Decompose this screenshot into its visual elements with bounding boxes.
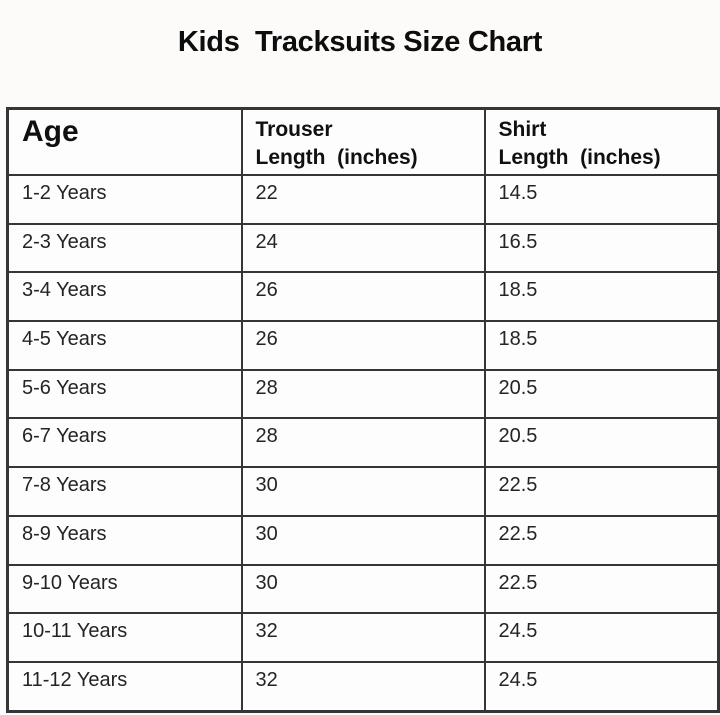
age-header-label: Age [22, 115, 79, 148]
cell-shirt-length: 24.5 [485, 613, 719, 662]
cell-trouser-length: 22 [242, 175, 485, 224]
cell-age: 8-9 Years [8, 516, 242, 565]
cell-trouser-length: 26 [242, 321, 485, 370]
cell-trouser-length: 30 [242, 516, 485, 565]
cell-shirt-length: 22.5 [485, 516, 719, 565]
table-row [8, 516, 719, 565]
cell-trouser-length: 30 [242, 467, 485, 516]
table-header-row [8, 109, 719, 176]
cell-shirt-length: 24.5 [485, 662, 719, 712]
cell-shirt-length: 14.5 [485, 175, 719, 224]
cell-age: 7-8 Years [8, 467, 242, 516]
table-row [8, 662, 719, 712]
cell-shirt-length: 16.5 [485, 224, 719, 273]
page-title: Kids Tracksuits Size Chart [177, 26, 543, 58]
column-header-age [8, 109, 242, 176]
table-row [8, 272, 719, 321]
cell-age: 4-5 Years [8, 321, 242, 370]
cell-shirt-length: 20.5 [485, 418, 719, 467]
table-row [8, 321, 719, 370]
trouser-header-line2: Length (inches) [255, 146, 418, 169]
cell-trouser-length: 28 [242, 370, 485, 419]
cell-trouser-length: 26 [242, 272, 485, 321]
cell-trouser-length: 32 [242, 662, 485, 712]
shirt-header-line2: Length (inches) [498, 146, 661, 169]
cell-trouser-length: 30 [242, 565, 485, 614]
cell-shirt-length: 22.5 [485, 467, 719, 516]
shirt-header-line1: Shirt [498, 118, 547, 141]
column-header-shirt-length [485, 109, 719, 176]
cell-age: 11-12 Years [8, 662, 242, 712]
cell-trouser-length: 24 [242, 224, 485, 273]
cell-age: 9-10 Years [8, 565, 242, 614]
table-row [8, 467, 719, 516]
table-row [8, 565, 719, 614]
table-row [8, 370, 719, 419]
table-row [8, 418, 719, 467]
cell-trouser-length: 32 [242, 613, 485, 662]
cell-age: 2-3 Years [8, 224, 242, 273]
cell-shirt-length: 18.5 [485, 321, 719, 370]
cell-age: 3-4 Years [8, 272, 242, 321]
size-chart-table [6, 107, 720, 713]
cell-age: 5-6 Years [8, 370, 242, 419]
column-header-trouser-length [242, 109, 485, 176]
cell-shirt-length: 22.5 [485, 565, 719, 614]
cell-age: 10-11 Years [8, 613, 242, 662]
cell-shirt-length: 20.5 [485, 370, 719, 419]
trouser-header-line1: Trouser [255, 118, 333, 141]
cell-shirt-length: 18.5 [485, 272, 719, 321]
cell-age: 1-2 Years [8, 175, 242, 224]
cell-age: 6-7 Years [8, 418, 242, 467]
cell-trouser-length: 28 [242, 418, 485, 467]
table-row [8, 175, 719, 224]
table-row [8, 613, 719, 662]
table-row [8, 224, 719, 273]
